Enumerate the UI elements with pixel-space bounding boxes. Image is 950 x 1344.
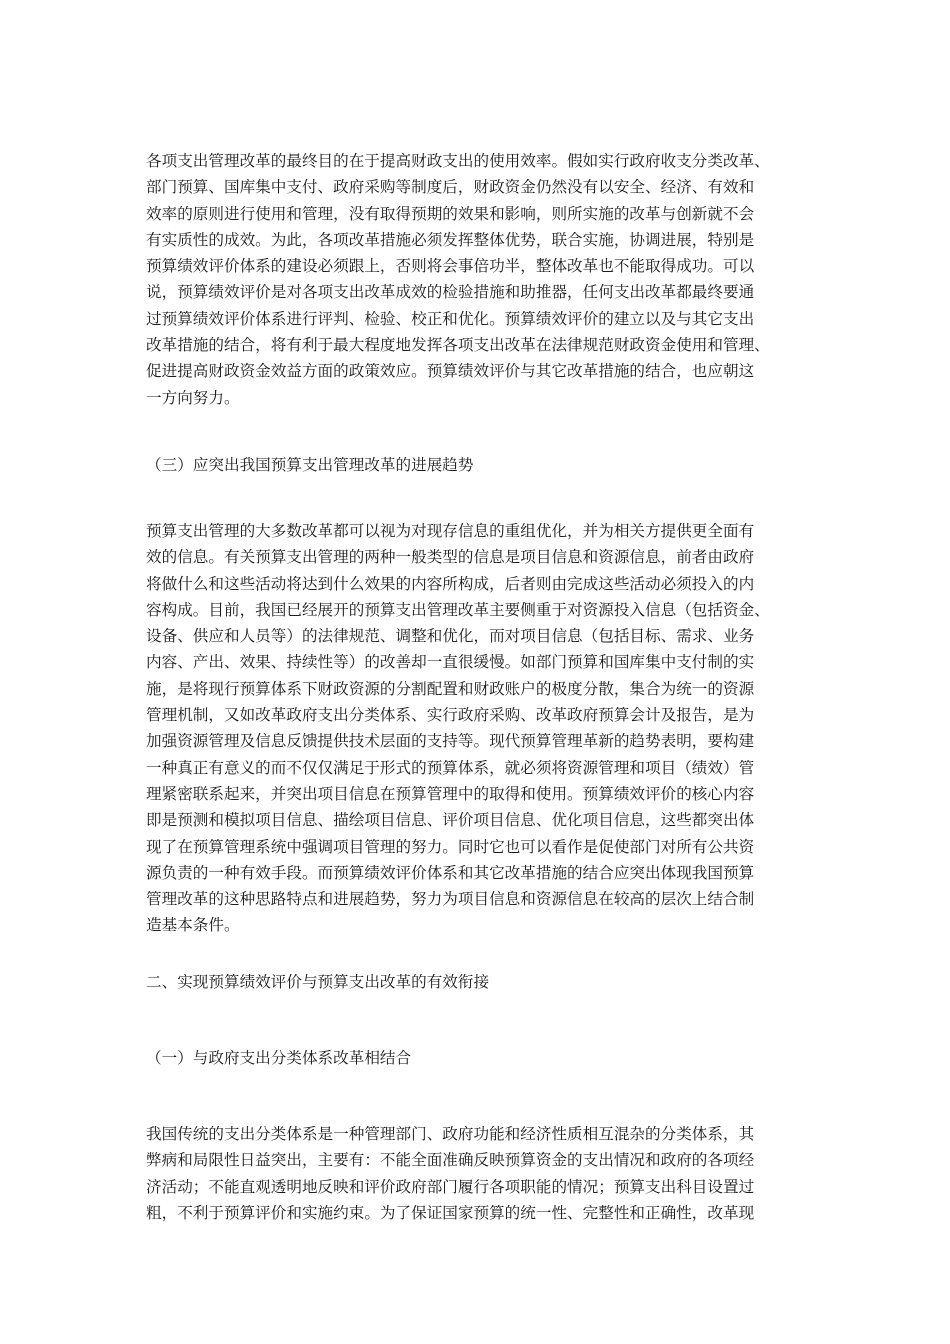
- text-line: 即是预测和模拟项目信息、描绘项目信息、评价项目信息、优化项目信息，这些都突出体: [146, 811, 755, 830]
- text-line: 预算绩效评价体系的建设必须跟上，否则将会事倍功半，整体改革也不能取得成功。可以: [146, 257, 755, 276]
- text-line: 效的信息。有关预算支出管理的两种一般类型的信息是项目信息和资源信息，前者由政府: [146, 548, 755, 567]
- text-line: 促进提高财政资金效益方面的政策效应。预算绩效评价与其它改革措施的结合，也应朝这: [146, 362, 755, 381]
- text-line: 预算支出管理的大多数改革都可以视为对现存信息的重组优化，并为相关方提供更全面有: [146, 522, 755, 540]
- text-line: 加强资源管理及信息反馈提供技术层面的支持等。现代预算管理革新的趋势表明，要构建: [146, 732, 755, 751]
- text-line: 容构成。目前，我国已经展开的预算支出管理改革主要侧重于对资源投入信息（包括资金、: [146, 600, 770, 619]
- text-line: 现了在预算管理系统中强调项目管理的努力。同时它也可以看作是促使部门对所有公共资: [146, 837, 755, 856]
- text-line: 粗，不利于预算评价和实施约束。为了保证国家预算的统一性、完整性和正确性，改革现: [146, 1203, 755, 1222]
- text-line: 我国传统的支出分类体系是一种管理部门、政府功能和经济性质相互混杂的分类体系，其: [146, 1125, 755, 1143]
- text-line: 管理改革的这种思路特点和进展趋势，努力为项目信息和资源信息在较高的层次上结合制: [146, 890, 755, 909]
- text-line: 一方向努力。: [146, 388, 240, 407]
- chapter-heading-effective-connection: 二、实现预算绩效评价与预算支出改革的有效衔接: [146, 973, 490, 991]
- text-line: 内容、产出、效果、持续性等）的改善却一直很缓慢。如部门预算和国库集中支付制的实: [146, 653, 755, 672]
- text-line: 源负责的一种有效手段。而预算绩效评价体系和其它改革措施的结合应突出体现我国预算: [146, 863, 755, 882]
- text-line: 济活动；不能直观透明地反映和评价政府部门履行各项职能的情况；预算支出科目设置过: [146, 1177, 755, 1196]
- text-line: 效率的原则进行使用和管理，没有取得预期的效果和影响，则所实施的改革与创新就不会: [146, 204, 755, 223]
- section-heading-classification-reform: （一）与政府支出分类体系改革相结合: [146, 1049, 412, 1067]
- section-heading-trend: （三）应突出我国预算支出管理改革的进展趋势: [146, 456, 474, 474]
- text-line: 有实质性的成效。为此，各项改革措施必须发挥整体优势，联合实施，协调进展，特别是: [146, 230, 755, 249]
- text-line: 管理机制，又如改革政府支出分类体系、实行政府采购、改革政府预算会计及报告，是为: [146, 706, 755, 725]
- paragraph-traditional-classification: [146, 1121, 810, 1226]
- text-line: 弊病和局限性日益突出，主要有：不能全面准确反映预算资金的支出情况和政府的各项经: [146, 1151, 755, 1170]
- text-line: 说，预算绩效评价是对各项支出改革成效的检验措施和助推器，任何支出改革都最终要通: [146, 283, 755, 302]
- text-line: 施，是将现行预算体系下财政资源的分割配置和财政账户的极度分散，集合为统一的资源: [146, 679, 755, 698]
- text-line: 各项支出管理改革的最终目的在于提高财政支出的使用效率。假如实行政府收支分类改革、: [146, 152, 770, 170]
- paragraph-expenditure-reform-goal: [146, 148, 810, 411]
- paragraph-information-reorganization: [146, 518, 810, 939]
- text-line: 将做什么和这些活动将达到什么效果的内容所构成，后者则由完成这些活动必须投入的内: [146, 574, 755, 593]
- text-line: 改革措施的结合，将有利于最大程度地发挥各项支出改革在法律规范财政资金使用和管理、: [146, 336, 770, 355]
- text-line: 部门预算、国库集中支付、政府采购等制度后，财政资金仍然没有以安全、经济、有效和: [146, 178, 755, 197]
- text-line: 过预算绩效评价体系进行评判、检验、校正和优化。预算绩效评价的建立以及与其它支出: [146, 309, 755, 328]
- text-line: 一种真正有意义的而不仅仅满足于形式的预算体系，就必须将资源管理和项目（绩效）管: [146, 758, 755, 777]
- text-line: 理紧密联系起来，并突出项目信息在预算管理中的取得和使用。预算绩效评价的核心内容: [146, 784, 755, 803]
- text-line: 设备、供应和人员等）的法律规范、调整和优化，而对项目信息（包括目标、需求、业务: [146, 627, 755, 646]
- text-line: 造基本条件。: [146, 916, 240, 935]
